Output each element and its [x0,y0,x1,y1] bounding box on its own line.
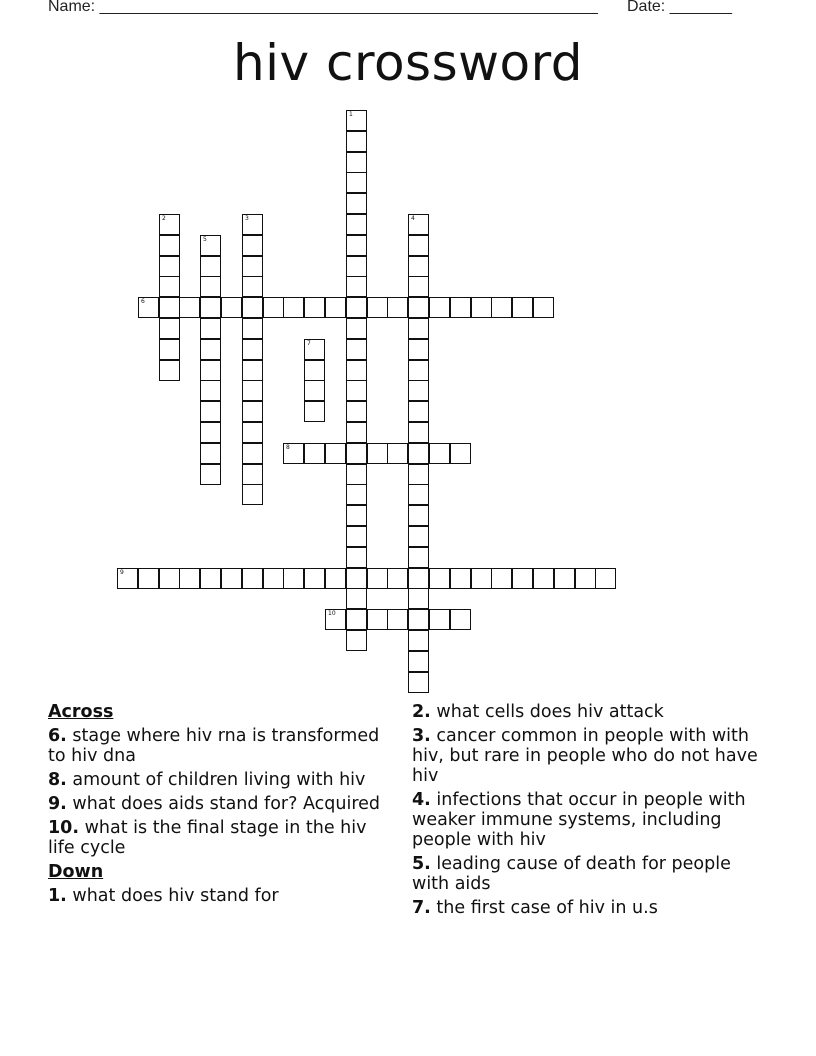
crossword-cell[interactable] [304,360,325,381]
down-clue-4 [412,790,762,850]
crossword-cell[interactable] [408,672,429,693]
crossword-cell[interactable] [367,443,388,464]
crossword-cell[interactable] [408,609,429,630]
crossword-cell[interactable] [533,568,554,589]
clue-number: 1. [48,886,67,906]
crossword-cell[interactable] [159,568,180,589]
clue-text: stage where hiv rna is transformed to hiv dna [48,726,380,766]
clue-number-label: 2 [162,215,166,222]
crossword-cell[interactable] [533,297,554,318]
crossword-cell[interactable] [242,484,263,505]
crossword-cell[interactable] [159,276,180,297]
crossword-cell[interactable] [242,256,263,277]
crossword-cell[interactable] [512,297,533,318]
clue-text: infections that occur in people with weaker immune systems, including people with hiv [412,790,746,850]
crossword-cell[interactable] [575,568,596,589]
crossword-cell[interactable] [242,401,263,422]
crossword-cell[interactable] [304,297,325,318]
crossword-cell[interactable] [367,297,388,318]
crossword-cell[interactable] [304,401,325,422]
clue-text: what cells does hiv attack [436,702,664,722]
clue-text: what is the final stage in the hiv life cycle [48,818,367,858]
crossword-cell[interactable] [491,568,512,589]
crossword-cell[interactable] [200,422,221,443]
crossword-cell[interactable] [346,297,367,318]
crossword-cell[interactable] [408,588,429,609]
crossword-cell[interactable] [408,297,429,318]
clue-number: 10. [48,818,80,838]
crossword-cell[interactable] [304,339,325,360]
crossword-cell[interactable] [242,214,263,235]
crossword-cell[interactable] [138,297,159,318]
crossword-cell[interactable] [346,609,367,630]
crossword-cell[interactable] [346,464,367,485]
crossword-cell[interactable] [408,443,429,464]
clue-number-label: 1 [349,111,353,118]
crossword-cell[interactable] [304,568,325,589]
crossword-cell[interactable] [138,568,159,589]
crossword-cell[interactable] [242,443,263,464]
crossword-cell[interactable] [200,443,221,464]
crossword-cell[interactable] [491,297,512,318]
crossword-cell[interactable] [325,609,346,630]
crossword-cell[interactable] [450,443,471,464]
across-heading: Across [48,702,114,722]
crossword-cell[interactable] [367,609,388,630]
crossword-cell[interactable] [159,214,180,235]
crossword-cell[interactable] [325,568,346,589]
crossword-cell[interactable] [450,297,471,318]
crossword-cell[interactable] [387,297,408,318]
clue-text: amount of children living with hiv [72,770,366,790]
crossword-cell[interactable] [471,568,492,589]
crossword-cell[interactable] [179,297,200,318]
crossword-cell[interactable] [450,568,471,589]
date-label: Date: [627,0,666,15]
clue-number: 4. [412,790,431,810]
crossword-cell[interactable] [346,547,367,568]
down-clue-3 [412,726,762,786]
crossword-cell[interactable] [242,360,263,381]
crossword-cell[interactable] [346,276,367,297]
crossword-cell[interactable] [221,297,242,318]
crossword-cell[interactable] [408,630,429,651]
down-clue-5 [412,854,762,894]
clue-text: leading cause of death for people with aids [412,854,731,894]
crossword-cell[interactable] [387,443,408,464]
clue-text: cancer common in people with with hiv, but rare in people who do not have hiv [412,726,758,786]
crossword-cell[interactable] [512,568,533,589]
crossword-cell[interactable] [263,568,284,589]
name-label: Name: [48,0,96,15]
across-clue-10 [48,818,398,858]
crossword-cell[interactable] [408,547,429,568]
crossword-cell[interactable] [346,443,367,464]
crossword-cell[interactable] [159,318,180,339]
crossword-cell[interactable] [242,464,263,485]
crossword-cell[interactable] [304,380,325,401]
crossword-cell[interactable] [200,380,221,401]
down-clue-2 [412,702,762,722]
page-title: hiv crossword [232,34,584,92]
crossword-cell[interactable] [242,297,263,318]
crossword-cell[interactable] [346,193,367,214]
crossword-cell[interactable] [346,484,367,505]
crossword-cell[interactable] [242,568,263,589]
crossword-cell[interactable] [242,380,263,401]
crossword-cell[interactable] [429,568,450,589]
clues-left-column [48,702,398,910]
crossword-cell[interactable] [200,568,221,589]
crossword-cell[interactable] [325,297,346,318]
crossword-cell[interactable] [263,297,284,318]
crossword-cell[interactable] [408,380,429,401]
crossword-cell[interactable] [283,443,304,464]
clue-text: the first case of hiv in u.s [436,898,658,918]
crossword-cell[interactable] [408,526,429,547]
crossword-cell[interactable] [200,339,221,360]
crossword-cell[interactable] [200,297,221,318]
clue-number-label: 10 [328,610,336,617]
crossword-cell[interactable] [159,297,180,318]
crossword-cell[interactable] [408,401,429,422]
clue-number-label: 4 [411,215,415,222]
crossword-cell[interactable] [346,256,367,277]
date-line[interactable]: _______ [669,0,732,15]
clue-number: 2. [412,702,431,722]
clue-text: what does hiv stand for [72,886,279,906]
crossword-cell[interactable] [200,235,221,256]
crossword-cell[interactable] [408,505,429,526]
crossword-cell[interactable] [450,609,471,630]
crossword-cell[interactable] [408,256,429,277]
crossword-cell[interactable] [367,568,388,589]
crossword-cell[interactable] [346,318,367,339]
crossword-cell[interactable] [242,235,263,256]
down-heading: Down [48,862,104,882]
crossword-cell[interactable] [283,568,304,589]
crossword-cell[interactable] [346,401,367,422]
crossword-cell[interactable] [159,256,180,277]
clue-number-label: 9 [120,569,124,576]
crossword-cell[interactable] [408,318,429,339]
crossword-cell[interactable] [200,360,221,381]
clue-number-label: 8 [286,444,290,451]
crossword-cell[interactable] [346,360,367,381]
crossword-cell[interactable] [346,172,367,193]
crossword-cell[interactable] [408,484,429,505]
crossword-cell[interactable] [242,422,263,443]
across-clue-6 [48,726,398,766]
crossword-cell[interactable] [429,297,450,318]
crossword-cell[interactable] [159,360,180,381]
crossword-cell[interactable] [387,568,408,589]
crossword-cell[interactable] [200,276,221,297]
crossword-cell[interactable] [408,235,429,256]
crossword-cell[interactable] [595,568,616,589]
crossword-cell[interactable] [408,464,429,485]
crossword-cell[interactable] [346,422,367,443]
crossword-cell[interactable] [471,297,492,318]
crossword-cell[interactable] [325,443,346,464]
crossword-cell[interactable] [117,568,138,589]
clue-number: 9. [48,794,67,814]
crossword-cell[interactable] [200,464,221,485]
crossword-cell[interactable] [408,214,429,235]
crossword-cell[interactable] [346,526,367,547]
crossword-cell[interactable] [346,131,367,152]
crossword-cell[interactable] [346,235,367,256]
crossword-cell[interactable] [346,588,367,609]
crossword-cell[interactable] [159,235,180,256]
crossword-cell[interactable] [346,568,367,589]
crossword-cell[interactable] [408,276,429,297]
clue-number: 5. [412,854,431,874]
crossword-cell[interactable] [554,568,575,589]
crossword-cell[interactable] [346,630,367,651]
crossword-cell[interactable] [346,339,367,360]
crossword-cell[interactable] [408,651,429,672]
crossword-cell[interactable] [346,380,367,401]
crossword-cell[interactable] [242,339,263,360]
down-clue-1 [48,886,398,906]
crossword-cell[interactable] [429,443,450,464]
crossword-cell[interactable] [179,568,200,589]
clue-text: what does aids stand for? Acquired [72,794,381,814]
name-line[interactable]: ________________________________________________________ [99,0,598,15]
crossword-cell[interactable] [408,360,429,381]
clue-number: 7. [412,898,431,918]
clue-number-label: 3 [245,215,249,222]
clue-number: 8. [48,770,67,790]
crossword-cell[interactable] [408,339,429,360]
crossword-cell[interactable] [221,568,242,589]
crossword-cell[interactable] [159,339,180,360]
crossword-cell[interactable] [242,318,263,339]
crossword-cell[interactable] [242,276,263,297]
crossword-cell[interactable] [346,505,367,526]
clue-number: 6. [48,726,67,746]
crossword-cell[interactable] [200,256,221,277]
crossword-cell[interactable] [346,110,367,131]
clues-right-column [412,702,762,922]
clue-number-label: 6 [141,298,145,305]
crossword-cell[interactable] [200,401,221,422]
across-clue-9 [48,794,398,814]
crossword-cell[interactable] [200,318,221,339]
down-clue-7 [412,898,762,918]
across-clue-8 [48,770,398,790]
crossword-cell[interactable] [283,297,304,318]
crossword-cell[interactable] [346,214,367,235]
crossword-cell[interactable] [408,422,429,443]
clue-number-label: 5 [203,236,207,243]
crossword-cell[interactable] [346,152,367,173]
crossword-cell[interactable] [387,609,408,630]
crossword-cell[interactable] [429,609,450,630]
crossword-cell[interactable] [408,568,429,589]
clue-number-label: 7 [307,340,311,347]
clue-number: 3. [412,726,431,746]
crossword-cell[interactable] [304,443,325,464]
